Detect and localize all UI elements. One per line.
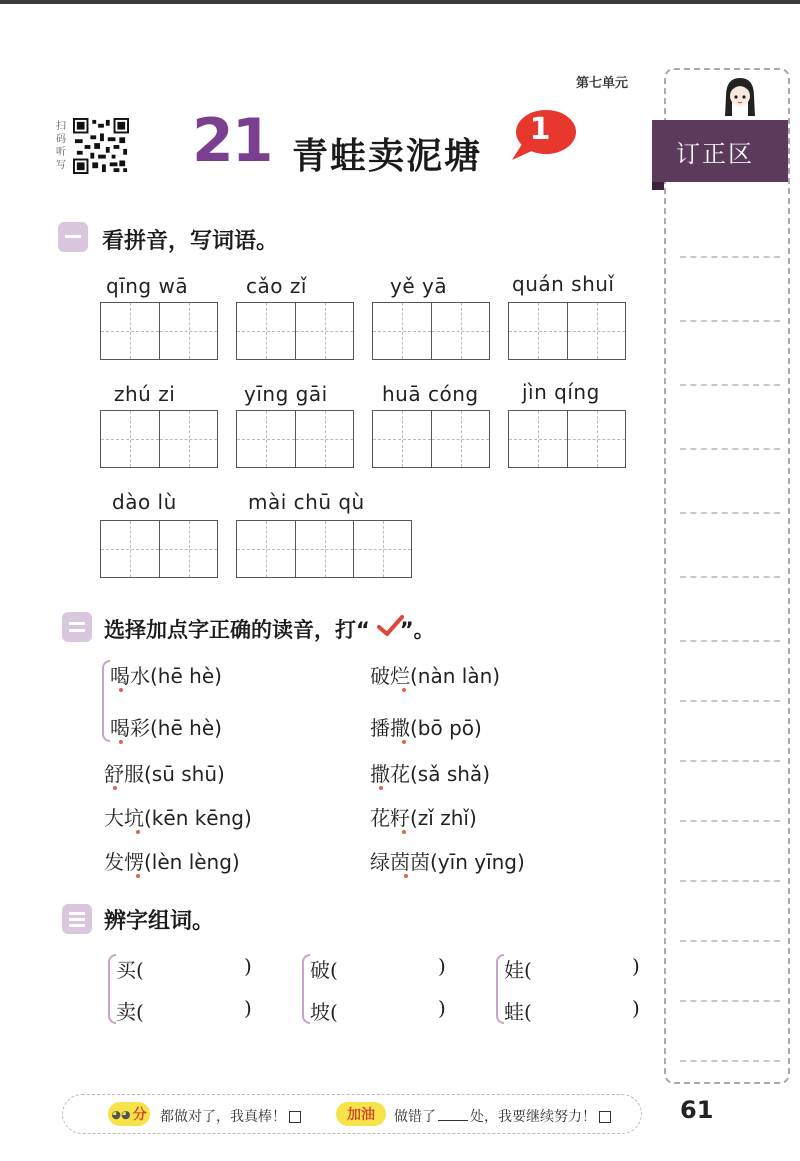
- mistakes-item: [394, 1106, 611, 1126]
- reading-item: [370, 802, 477, 831]
- writing-grid[interactable]: [508, 410, 626, 468]
- reading-item: [104, 846, 240, 875]
- mistakes-text-end: 处，我要继续努力！: [470, 1109, 596, 1125]
- eyes-icon: ◕◕: [111, 1107, 131, 1121]
- pinyin-options[interactable]: (sū shū): [144, 762, 225, 786]
- word: 破烂: [370, 664, 410, 688]
- sidebar-rule: [680, 1000, 780, 1002]
- word: 花籽: [370, 806, 410, 830]
- all-correct-checkbox[interactable]: [289, 1111, 301, 1123]
- reading-item: [370, 660, 500, 689]
- word: 撒花: [370, 762, 410, 786]
- emphasis-dot: [402, 830, 406, 834]
- all-correct-item: [160, 1106, 301, 1126]
- close-paren: ): [438, 954, 446, 978]
- reading-item: [370, 846, 525, 875]
- page-number: 61: [680, 1096, 714, 1124]
- score-badge-label: 分: [132, 1107, 147, 1123]
- emphasis-dot: [136, 830, 140, 834]
- pinyin-prompt: zhú zi: [114, 382, 176, 406]
- pinyin-options[interactable]: (zǐ zhǐ): [410, 806, 477, 830]
- close-paren: ): [632, 996, 640, 1020]
- close-paren: ): [632, 954, 640, 978]
- pair-brace: [102, 660, 110, 742]
- sidebar-rule: [680, 576, 780, 578]
- mistake-count-blank[interactable]: [438, 1120, 468, 1121]
- word: 大坑: [104, 806, 144, 830]
- writing-grid[interactable]: [236, 410, 354, 468]
- pinyin-prompt: dào lù: [112, 490, 177, 514]
- pair-brace: [496, 954, 504, 1024]
- word-group-prompt: 买(: [116, 958, 144, 982]
- emphasis-dot: [113, 786, 117, 790]
- pair-brace: [302, 954, 310, 1024]
- word: 发愣: [104, 850, 144, 874]
- cheer-badge: 加油: [336, 1102, 386, 1126]
- mistakes-text-start: 做错了: [394, 1109, 436, 1125]
- close-paren: ): [244, 996, 252, 1020]
- score-badge: [108, 1102, 150, 1126]
- reading-item: [104, 802, 252, 831]
- emphasis-dot: [402, 740, 406, 744]
- emphasis-dot: [379, 786, 383, 790]
- pinyin-prompt: cǎo zǐ: [246, 274, 307, 298]
- pinyin-options[interactable]: (sǎ shǎ): [410, 762, 490, 786]
- emphasis-dot: [402, 688, 406, 692]
- word: 播撒: [370, 716, 410, 740]
- sidebar-rule: [680, 820, 780, 822]
- correction-tab-label: 订正区: [676, 139, 754, 168]
- unit-label: 第七单元: [576, 76, 629, 91]
- section-2-title-end: ”。: [399, 618, 435, 642]
- sidebar-rule: [680, 1060, 780, 1062]
- lesson-number: 21: [192, 106, 272, 176]
- emphasis-dot: [119, 740, 123, 744]
- word-group-prompt: 坡(: [310, 1000, 338, 1024]
- pinyin-options[interactable]: (hē hè): [150, 716, 222, 740]
- section-3-icon: [62, 904, 92, 934]
- section-3-title: 辨字组词。: [104, 909, 215, 934]
- pinyin-options[interactable]: (hē hè): [150, 664, 222, 688]
- word-group-prompt: 卖(: [116, 1000, 144, 1024]
- qr-code-icon[interactable]: [72, 118, 130, 174]
- close-paren: ): [244, 954, 252, 978]
- writing-grid[interactable]: [100, 302, 218, 360]
- emphasis-dot: [404, 874, 408, 878]
- writing-grid[interactable]: [508, 302, 626, 360]
- writing-grid[interactable]: [100, 410, 218, 468]
- pinyin-options[interactable]: (yīn yīng): [430, 850, 525, 874]
- word: 喝彩: [110, 716, 150, 740]
- section-1-title: 看拼音，写词语。: [102, 229, 279, 254]
- correction-tab: [652, 120, 788, 182]
- word: 绿茵茵: [370, 850, 430, 874]
- top-border: [0, 0, 800, 4]
- section-2-title-start: 选择加点字正确的读音，打“: [104, 618, 370, 642]
- writing-grid[interactable]: [236, 520, 412, 578]
- sidebar-rule: [680, 940, 780, 942]
- writing-grid[interactable]: [372, 410, 490, 468]
- sidebar-rule: [680, 512, 780, 514]
- close-paren: ): [438, 996, 446, 1020]
- pinyin-prompt: qīng wā: [106, 274, 189, 298]
- sidebar-rule: [680, 256, 780, 258]
- word-group-prompt: 娃(: [504, 958, 532, 982]
- section-1-icon: [58, 222, 88, 252]
- word-group-prompt: 蛙(: [504, 1000, 532, 1024]
- girl-avatar-icon: [722, 76, 758, 118]
- mistakes-checkbox[interactable]: [599, 1111, 611, 1123]
- sidebar-rule: [680, 760, 780, 762]
- writing-grid[interactable]: [100, 520, 218, 578]
- pinyin-prompt: yīng gāi: [244, 382, 328, 406]
- emphasis-dot: [119, 688, 123, 692]
- pinyin-options[interactable]: (lèn lèng): [144, 850, 240, 874]
- word-group-prompt: 破(: [310, 958, 338, 982]
- writing-grid[interactable]: [236, 302, 354, 360]
- pinyin-options[interactable]: (kēn kēng): [144, 806, 252, 830]
- checkmark-icon: [376, 614, 404, 638]
- qr-label: 扫码听写: [56, 121, 66, 171]
- sidebar-rule: [680, 640, 780, 642]
- lesson-title: 青蛙卖泥塘: [292, 136, 483, 177]
- session-number: 1: [529, 112, 551, 147]
- reading-item: [110, 712, 222, 741]
- sidebar-rule: [680, 448, 780, 450]
- word: 舒服: [104, 762, 144, 786]
- emphasis-dot: [136, 874, 140, 878]
- sidebar-rule: [680, 880, 780, 882]
- sidebar-rule: [680, 700, 780, 702]
- pair-brace: [108, 954, 116, 1024]
- pinyin-prompt: mài chū qù: [248, 490, 365, 514]
- pinyin-prompt: quán shuǐ: [512, 272, 615, 296]
- reading-item: [370, 712, 482, 741]
- sidebar-rule: [680, 384, 780, 386]
- reading-item: [110, 660, 222, 689]
- pinyin-options[interactable]: (nàn làn): [410, 664, 501, 688]
- pinyin-options[interactable]: (bō pō): [410, 716, 482, 740]
- sidebar-rule: [680, 320, 780, 322]
- reading-item: [104, 758, 225, 787]
- pinyin-prompt: jìn qíng: [522, 380, 600, 404]
- writing-grid[interactable]: [372, 302, 490, 360]
- reading-item: [370, 758, 490, 787]
- pinyin-prompt: yě yā: [390, 274, 448, 298]
- all-correct-text: 都做对了，我真棒！: [160, 1109, 286, 1125]
- word: 喝水: [110, 664, 150, 688]
- pinyin-prompt: huā cóng: [382, 382, 479, 406]
- section-2-icon: [62, 612, 92, 642]
